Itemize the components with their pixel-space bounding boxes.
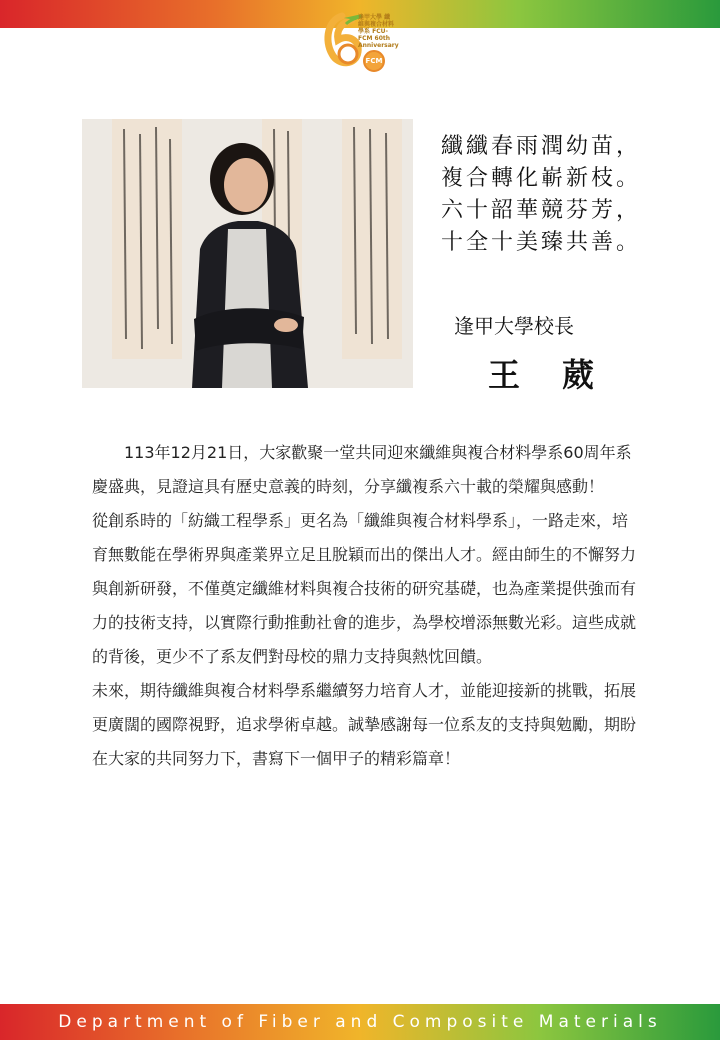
body-paragraph: 未來，期待纖維與複合材料學系繼續努力培育人才，並能迎接新的挑戰，拓展更廣闊的國際視野，追求學術卓越。誠摯感謝每一位系友的支持與勉勵，期盼在大家的共同努力下，書寫下一個甲子的精彩篇章！ [92, 681, 637, 768]
poem [441, 131, 671, 259]
footer-department-name: Department of Fiber and Composite Materials [58, 1012, 662, 1032]
logo-caption: 逢甲大學 纖維與複合材料學系 FCU-FCM 60th Anniversary [358, 14, 399, 49]
footer-gradient-bar [0, 1004, 720, 1040]
portrait-photo [82, 119, 413, 388]
portrait-image-icon [82, 119, 413, 388]
author-title: 逢甲大學校長 [454, 314, 574, 338]
body-paragraph: 113年12月21日，大家歡聚一堂共同迎來纖維與複合材料學系60周年系慶盛典，見證這具有歷史意義的時刻，分享纖複系六十載的榮耀與感動！ [92, 443, 632, 496]
author-name: 王葳 [488, 356, 637, 394]
body-paragraph: 從創系時的「紡織工程學系」更名為「纖維與複合材料學系」，一路走來，培育無數能在學術界與產業界立足且脫穎而出的傑出人才。經由師生的不懈努力與創新研發，不僅奠定纖維材料與複合技術的研究基礎，也為產業提供強而有力的技術支持，以實際行動推動社會的進步，為學校增添無數光彩。這些成就的背後，更少不了系友們對母校的鼎力支持與熱忱回饋。 [92, 511, 637, 666]
poem-line: 十全十美臻共善。 [441, 230, 642, 255]
poem-line: 六十韶華競芬芳， [441, 198, 642, 223]
anniversary-logo [322, 10, 398, 72]
letter-body [92, 436, 640, 776]
poem-line: 纖纖春雨潤幼苗， [441, 134, 642, 159]
fcm-badge: FCM [363, 50, 385, 72]
poem-line: 複合轉化嶄新枝。 [441, 166, 642, 191]
